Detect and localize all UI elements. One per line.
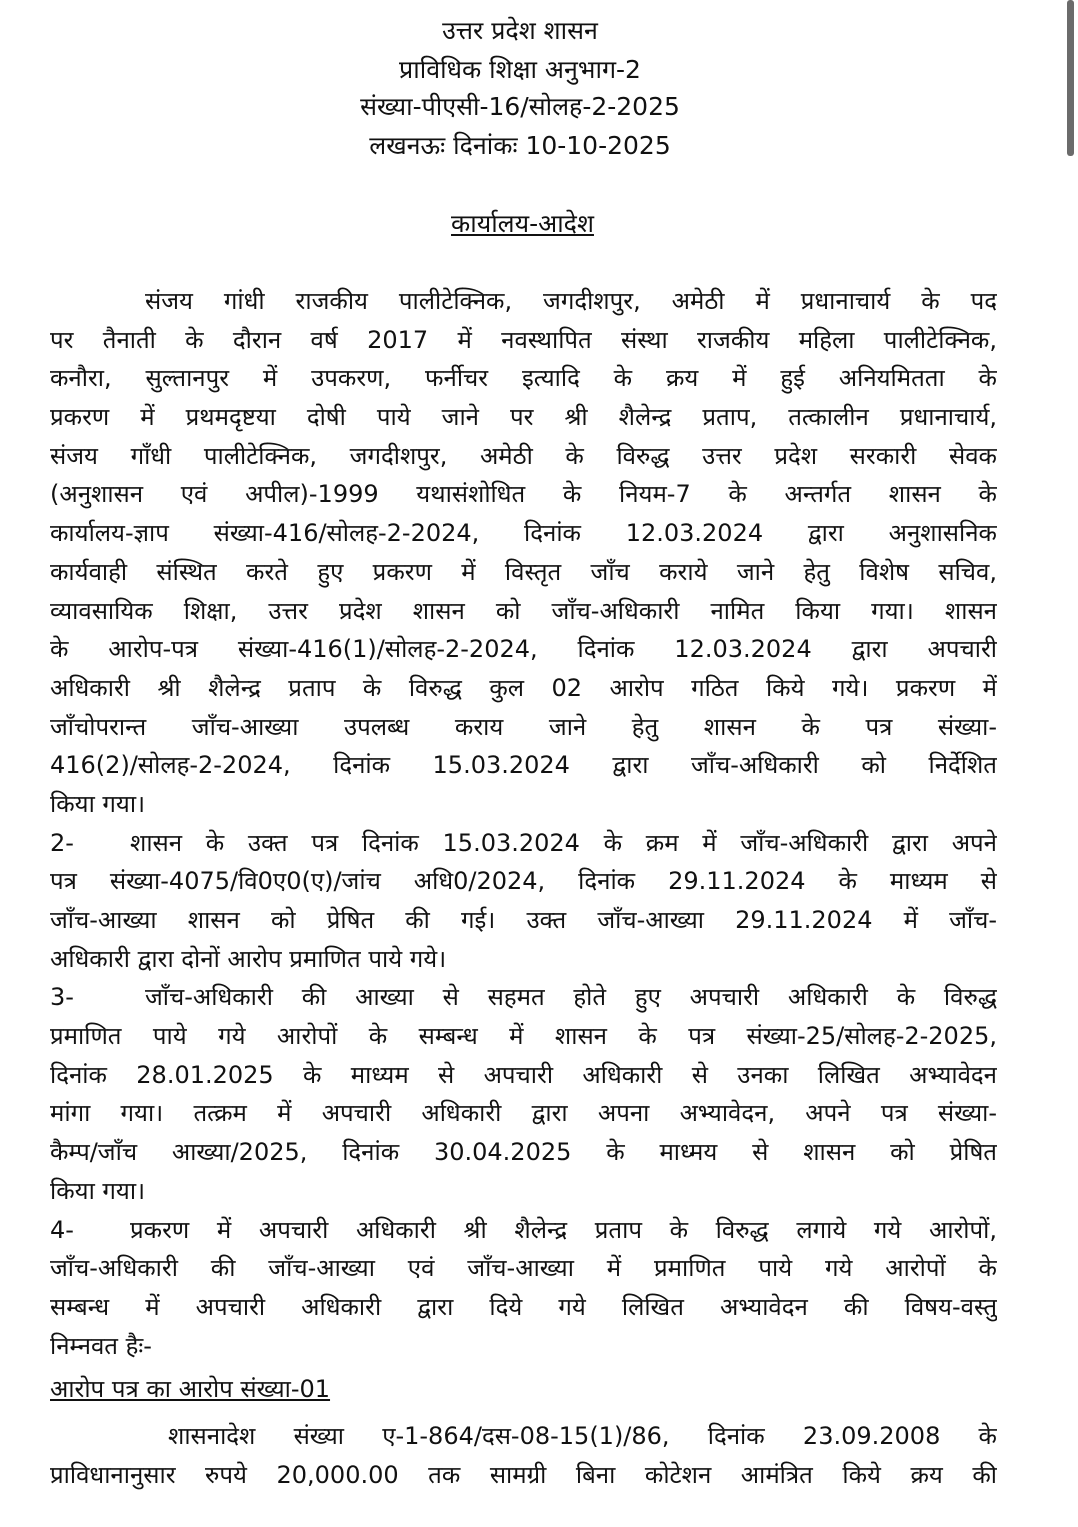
text-line: प्रमाणित पाये गये आरोपों के सम्बन्ध में शासन के पत्र संख्या-25/सोलह-2-2025, xyxy=(50,1022,997,1051)
text-line: किया गया। xyxy=(50,789,146,818)
document-body xyxy=(50,284,997,1497)
text-line: जाँच-आख्या शासन को प्रेषित की गई। उक्त जाँच-आख्या 29.11.2024 में जाँच- xyxy=(50,906,997,934)
section-name: प्राविधिक शिक्षा अनुभाग-2 xyxy=(399,55,641,84)
text-line: पर तैनाती के दौरान वर्ष 2017 में नवस्थापित संस्था राजकीय महिला पालीटेक्निक, xyxy=(50,325,997,354)
text-line: जाँचोपरान्त जाँच-आख्या उपलब्ध कराय जाने हेतु शासन के पत्र संख्या- xyxy=(50,712,997,741)
paragraph-3 xyxy=(50,980,997,1212)
text-line: अधिकारी श्री शैलेन्द्र प्रताप के विरुद्ध कुल 02 आरोप गठित किये गये। प्रकरण में xyxy=(50,673,997,702)
text-line: (अनुशासन एवं अपील)-1999 यथासंशोधित के नियम-7 के अन्तर्गत शासन के xyxy=(50,480,997,509)
text-line: प्राविधानानुसार रुपये 20,000.00 तक सामग्री बिना कोटेशन आमंत्रित किये क्रय की xyxy=(50,1460,997,1489)
department-name: उत्तर प्रदेश शासन xyxy=(442,16,598,45)
paragraph-1 xyxy=(50,284,997,826)
text-line: कैम्प/जाँच आख्या/2025, दिनांक 30.04.2025 के माध्मय से शासन को प्रेषित xyxy=(50,1138,997,1167)
text-line: कार्यालय-ज्ञाप संख्या-416/सोलह-2-2024, दिनांक 12.03.2024 द्वारा अनुशासनिक xyxy=(50,519,997,548)
paragraph-number: 4- xyxy=(50,1215,74,1244)
paragraph-2 xyxy=(50,826,997,981)
text-line: कनौरा, सुल्तानपुर में उपकरण, फर्नीचर इत्यादि के क्रय में हुई अनियमितता के xyxy=(50,364,997,393)
text-line: प्रकरण में प्रथमदृष्टया दोषी पाये जाने पर श्री शैलेन्द्र प्रताप, तत्कालीन प्रधानाचार्य, xyxy=(50,403,997,432)
paragraph-number: 3- xyxy=(50,983,74,1012)
text-line: संजय गांधी राजकीय पालीटेक्निक, जगदीशपुर, अमेठी में प्रधानाचार्य के पद xyxy=(145,287,997,315)
text-line: पत्र संख्या-4075/वि0ए0(ए)/जांच अधि0/2024, दिनांक 29.11.2024 के माध्यम से xyxy=(50,867,997,896)
text-line: निम्नवत हैः- xyxy=(50,1331,152,1360)
scrollbar-thumb[interactable] xyxy=(1067,0,1074,156)
document-title-text: कार्यालय-आदेश xyxy=(451,209,594,238)
text-line xyxy=(50,1213,997,1252)
text-line: 416(2)/सोलह-2-2024, दिनांक 15.03.2024 द्वारा जाँच-अधिकारी को निर्देशित xyxy=(50,751,997,780)
text-line: अधिकारी द्वारा दोनों आरोप प्रमाणित पाये गये। xyxy=(50,944,447,973)
text-line xyxy=(50,826,997,865)
paragraph-4 xyxy=(50,1213,997,1368)
text-line: किया गया। xyxy=(50,1176,146,1205)
text-line: सम्बन्ध में अपचारी अधिकारी द्वारा दिये गये लिखित अभ्यावेदन की विषय-वस्तु xyxy=(50,1292,997,1321)
text-line: शासनादेश संख्या ए-1-864/दस-08-15(1)/86, दिनांक 23.09.2008 के xyxy=(168,1422,997,1451)
text-line: कार्यवाही संस्थित करते हुए प्रकरण में विस्तृत जाँच कराये जाने हेतु विशेष सचिव, xyxy=(50,557,997,586)
charge-heading: आरोप पत्र का आरोप संख्या-01 xyxy=(50,1375,331,1404)
text-line-content: शासन के उक्त पत्र दिनांक 15.03.2024 के क्रम में जाँच-अधिकारी द्वारा अपने xyxy=(130,828,997,857)
text-line-content: जाँच-अधिकारी की आख्या से सहमत होते हुए अपचारी अधिकारी के विरुद्ध xyxy=(145,983,997,1012)
paragraph-number: 2- xyxy=(50,828,74,857)
order-number: संख्या-पीएसी-16/सोलह-2-2025 xyxy=(360,92,680,121)
paragraph-5 xyxy=(50,1419,997,1496)
place-date: लखनऊः दिनांकः 10-10-2025 xyxy=(369,131,671,160)
text-line-content: प्रकरण में अपचारी अधिकारी श्री शैलेन्द्र प्रताप के विरुद्ध लगाये गये आरोपों, xyxy=(130,1215,997,1244)
text-line: मांगा गया। तत्क्रम में अपचारी अधिकारी द्वारा अपना अभ्यावेदन, अपने पत्र संख्या- xyxy=(50,1099,997,1128)
text-line: संजय गाँधी पालीटेक्निक, जगदीशपुर, अमेठी के विरुद्ध उत्तर प्रदेश सरकारी सेवक xyxy=(50,441,997,470)
document-title xyxy=(0,206,1045,240)
text-line: व्यावसायिक शिक्षा, उत्तर प्रदेश शासन को जाँच-अधिकारी नामित किया गया। शासन xyxy=(50,596,997,625)
text-line: दिनांक 28.01.2025 के माध्यम से अपचारी अधिकारी से उनका लिखित अभ्यावेदन xyxy=(50,1060,997,1089)
text-line: के आरोप-पत्र संख्या-416(1)/सोलह-2-2024, दिनांक 12.03.2024 द्वारा अपचारी xyxy=(50,635,997,664)
text-line xyxy=(50,980,997,1019)
text-line: जाँच-अधिकारी की जाँच-आख्या एवं जाँच-आख्या में प्रमाणित पाये गये आरोपों के xyxy=(50,1254,997,1283)
